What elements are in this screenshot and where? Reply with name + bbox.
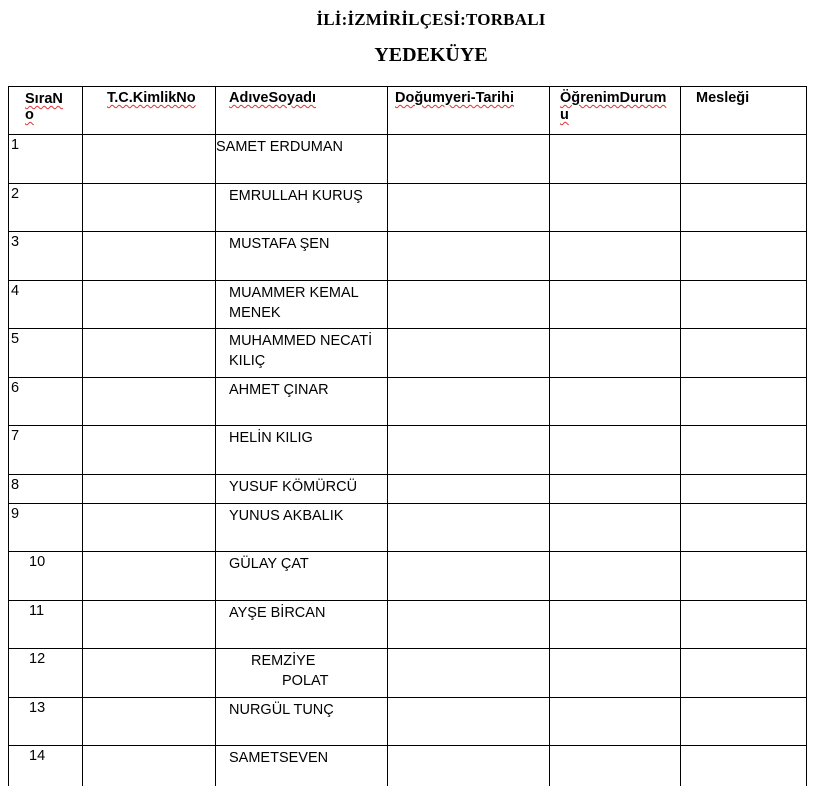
row-number: 3 xyxy=(11,234,20,250)
col-job-label: Mesleği xyxy=(696,90,750,106)
row-number: 6 xyxy=(11,380,20,396)
member-name: HELİN KILIG xyxy=(229,430,313,446)
header-cell-birth xyxy=(388,87,550,135)
header-cell-tc xyxy=(83,87,216,135)
row-number: 2 xyxy=(11,186,20,202)
member-name-line1: REMZİYE xyxy=(251,653,316,669)
table-row xyxy=(9,426,807,475)
member-name: SAMET ERDUMAN xyxy=(216,139,344,155)
table-row xyxy=(9,135,807,184)
member-name: SAMETSEVEN xyxy=(229,750,329,766)
col-name-label: AdıveSoyadı xyxy=(229,90,317,106)
tc-cell xyxy=(83,232,216,281)
tc-cell xyxy=(83,698,216,746)
row-number: 13 xyxy=(29,700,46,716)
member-name: MUAMMER KEMAL MENEK xyxy=(229,285,359,321)
header-cell-name xyxy=(216,87,388,135)
tc-cell xyxy=(83,475,216,504)
row-number: 4 xyxy=(11,283,20,299)
tc-cell xyxy=(83,504,216,552)
tc-cell xyxy=(83,601,216,649)
table-row xyxy=(9,184,807,232)
col-tc-label: T.C.KimlikNo xyxy=(107,90,196,106)
table-row xyxy=(9,329,807,378)
tc-cell xyxy=(83,329,216,378)
row-number: 14 xyxy=(29,748,46,764)
header-cell-job xyxy=(681,87,807,135)
tc-cell xyxy=(83,552,216,601)
member-name: YUSUF KÖMÜRCÜ xyxy=(229,479,358,495)
table-row xyxy=(9,232,807,281)
tc-cell xyxy=(83,281,216,329)
tc-cell xyxy=(83,378,216,426)
col-birth-label: Doğumyeri-Tarihi xyxy=(395,90,514,106)
member-name: NURGÜL TUNÇ xyxy=(229,702,334,718)
table-row xyxy=(9,601,807,649)
header-cell-education xyxy=(550,87,681,135)
document-title: YEDEKÜYE xyxy=(374,44,488,66)
member-name xyxy=(216,649,387,691)
member-name: YUNUS AKBALIK xyxy=(229,508,344,524)
table-row xyxy=(9,746,807,786)
member-name: EMRULLAH KURUŞ xyxy=(229,188,363,204)
members-table xyxy=(8,86,807,786)
col-no-label: SıraNo xyxy=(25,91,63,123)
col-education-label: ÖğrenimDurumu xyxy=(560,90,667,123)
member-name: MUHAMMED NECATİ KILIÇ xyxy=(229,333,373,369)
table-row xyxy=(9,475,807,504)
table-row xyxy=(9,649,807,698)
member-name-line2: POLAT xyxy=(282,673,329,689)
row-number: 10 xyxy=(29,554,46,570)
table-row xyxy=(9,281,807,329)
member-name: AYŞE BİRCAN xyxy=(229,605,326,621)
row-number: 8 xyxy=(11,477,20,493)
province-district-heading: İLİ:İZMİRİLÇESİ:TORBALI xyxy=(316,10,546,29)
member-name: AHMET ÇINAR xyxy=(229,382,329,398)
row-number: 11 xyxy=(29,603,45,619)
table-header-row xyxy=(9,87,807,135)
row-number: 12 xyxy=(29,651,46,667)
tc-cell xyxy=(83,746,216,786)
row-number: 5 xyxy=(11,331,20,347)
row-number: 7 xyxy=(11,428,20,444)
row-number: 9 xyxy=(11,506,20,522)
table-row xyxy=(9,698,807,746)
table-row xyxy=(9,504,807,552)
tc-cell xyxy=(83,426,216,475)
header-cell-no xyxy=(9,87,83,135)
table-row xyxy=(9,552,807,601)
tc-cell xyxy=(83,135,216,184)
table-row xyxy=(9,378,807,426)
tc-cell xyxy=(83,184,216,232)
member-name: GÜLAY ÇAT xyxy=(229,556,309,572)
member-name: MUSTAFA ŞEN xyxy=(229,236,330,252)
tc-cell xyxy=(83,649,216,698)
row-number: 1 xyxy=(11,137,20,153)
